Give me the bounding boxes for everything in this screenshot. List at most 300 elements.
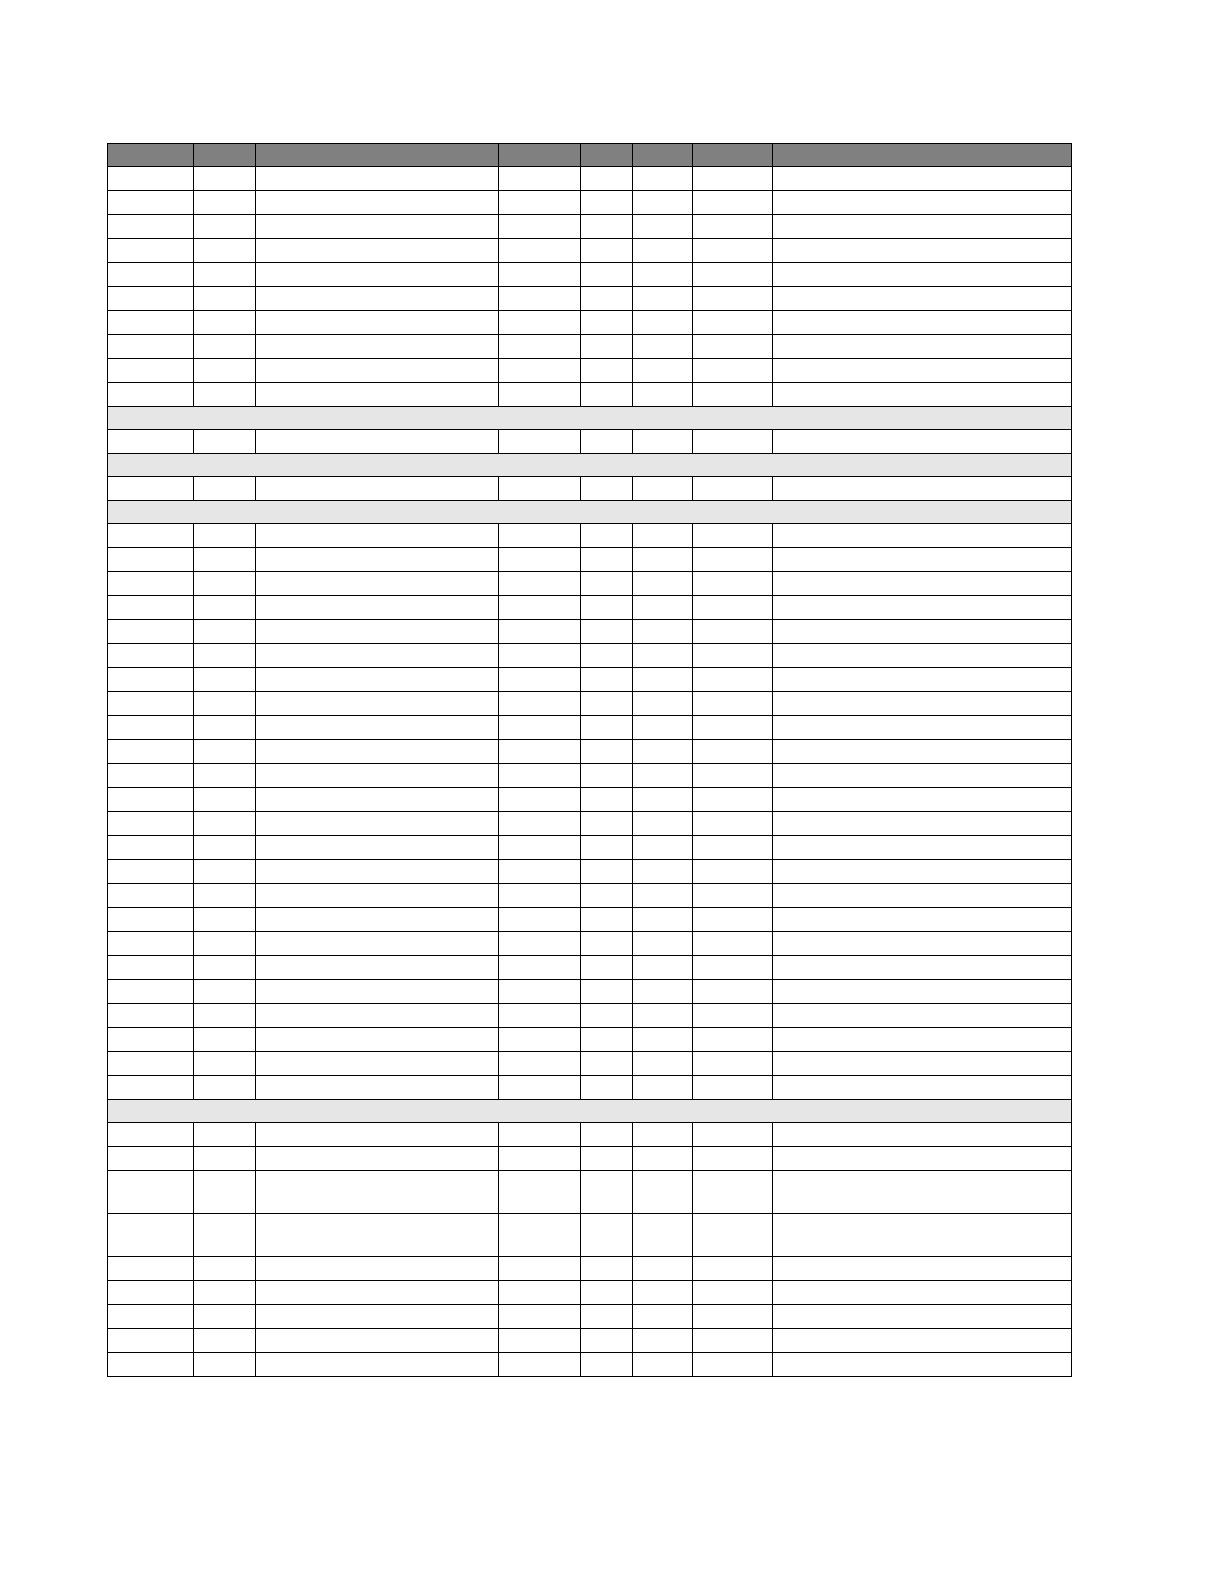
table-cell <box>499 167 581 191</box>
table-cell <box>633 620 693 644</box>
table-row <box>108 215 1072 239</box>
table-cell <box>256 812 499 836</box>
table-cell <box>633 836 693 860</box>
table-cell <box>108 524 194 548</box>
section-header-row <box>108 501 1072 524</box>
table-cell <box>773 644 1072 668</box>
table-cell <box>194 740 256 764</box>
table-cell <box>773 1329 1072 1353</box>
table-cell <box>581 908 633 932</box>
table-cell <box>633 191 693 215</box>
table-cell <box>256 215 499 239</box>
table-cell <box>499 359 581 383</box>
table-cell <box>499 668 581 692</box>
table-cell <box>693 1305 773 1329</box>
table-cell <box>693 668 773 692</box>
table-cell <box>581 860 633 884</box>
table-cell <box>194 764 256 788</box>
table-cell <box>693 1353 773 1377</box>
table-cell <box>633 764 693 788</box>
table-cell <box>499 524 581 548</box>
table-cell <box>693 788 773 812</box>
table-cell <box>256 548 499 572</box>
table-cell <box>773 908 1072 932</box>
table-cell <box>499 311 581 335</box>
table-cell <box>108 1329 194 1353</box>
table-cell <box>256 836 499 860</box>
table-cell <box>256 596 499 620</box>
column-header <box>108 144 194 167</box>
table-cell <box>633 1004 693 1028</box>
table-cell <box>693 596 773 620</box>
table-cell <box>693 572 773 596</box>
table-cell <box>256 860 499 884</box>
column-header <box>194 144 256 167</box>
table-cell <box>108 1305 194 1329</box>
table-cell <box>108 668 194 692</box>
table-cell <box>499 932 581 956</box>
table-cell <box>773 1214 1072 1257</box>
table-row <box>108 596 1072 620</box>
table-row <box>108 812 1072 836</box>
table-cell <box>194 1147 256 1171</box>
table-cell <box>499 1214 581 1257</box>
table-cell <box>581 1123 633 1147</box>
table-cell <box>256 716 499 740</box>
table-cell <box>633 956 693 980</box>
table-cell <box>581 836 633 860</box>
table-cell <box>499 572 581 596</box>
table-cell <box>108 477 194 501</box>
table-row <box>108 1353 1072 1377</box>
table-row <box>108 191 1072 215</box>
table-cell <box>633 383 693 407</box>
table-cell <box>693 239 773 263</box>
table-cell <box>499 1004 581 1028</box>
data-table <box>107 143 1072 1377</box>
table-row <box>108 287 1072 311</box>
table-cell <box>499 812 581 836</box>
table-cell <box>693 836 773 860</box>
table-cell <box>194 548 256 572</box>
table-cell <box>256 1171 499 1214</box>
table-cell <box>581 980 633 1004</box>
table-cell <box>256 932 499 956</box>
table-cell <box>633 1214 693 1257</box>
table-cell <box>194 430 256 454</box>
table-cell <box>256 167 499 191</box>
table-cell <box>581 524 633 548</box>
table-cell <box>773 716 1072 740</box>
table-cell <box>633 263 693 287</box>
table-cell <box>194 1353 256 1377</box>
table-row <box>108 884 1072 908</box>
table-cell <box>256 477 499 501</box>
table-cell <box>773 836 1072 860</box>
table-cell <box>108 1171 194 1214</box>
table-cell <box>499 263 581 287</box>
table-cell <box>693 1147 773 1171</box>
section-header-label <box>108 501 1072 524</box>
table-row <box>108 1028 1072 1052</box>
table-cell <box>108 1123 194 1147</box>
table-cell <box>633 524 693 548</box>
table-cell <box>256 430 499 454</box>
table-cell <box>499 860 581 884</box>
table-cell <box>108 692 194 716</box>
table-cell <box>773 884 1072 908</box>
table-cell <box>633 596 693 620</box>
table-row <box>108 335 1072 359</box>
table-cell <box>633 812 693 836</box>
table-cell <box>499 287 581 311</box>
table-cell <box>773 1147 1072 1171</box>
table-cell <box>633 1329 693 1353</box>
table-cell <box>499 1123 581 1147</box>
table-cell <box>499 191 581 215</box>
table-cell <box>256 740 499 764</box>
table-cell <box>581 884 633 908</box>
table-cell <box>108 311 194 335</box>
table-row <box>108 1123 1072 1147</box>
table-body <box>108 167 1072 1377</box>
table-row <box>108 430 1072 454</box>
table-row <box>108 1281 1072 1305</box>
table-cell <box>693 716 773 740</box>
table-row <box>108 668 1072 692</box>
table-cell <box>256 644 499 668</box>
table-cell <box>693 1052 773 1076</box>
table-cell <box>256 335 499 359</box>
table-cell <box>581 1329 633 1353</box>
table-cell <box>194 956 256 980</box>
table-cell <box>194 1028 256 1052</box>
table-cell <box>773 980 1072 1004</box>
table-cell <box>581 1147 633 1171</box>
table-row <box>108 477 1072 501</box>
table-cell <box>194 311 256 335</box>
table-cell <box>581 1257 633 1281</box>
table-row <box>108 359 1072 383</box>
table-cell <box>256 1353 499 1377</box>
table-cell <box>256 311 499 335</box>
table-cell <box>773 287 1072 311</box>
table-cell <box>693 1004 773 1028</box>
section-header-row <box>108 407 1072 430</box>
table-cell <box>108 956 194 980</box>
table-cell <box>693 167 773 191</box>
table-cell <box>194 1076 256 1100</box>
table-cell <box>773 548 1072 572</box>
table-cell <box>693 215 773 239</box>
table-cell <box>194 572 256 596</box>
table-cell <box>256 788 499 812</box>
table-cell <box>773 1171 1072 1214</box>
table-cell <box>581 1353 633 1377</box>
table-cell <box>633 788 693 812</box>
table-cell <box>693 477 773 501</box>
table-row <box>108 692 1072 716</box>
table-row <box>108 311 1072 335</box>
section-header-row <box>108 454 1072 477</box>
table-cell <box>108 1147 194 1171</box>
table-cell <box>633 359 693 383</box>
table-row <box>108 1214 1072 1257</box>
table-cell <box>633 1052 693 1076</box>
table-row <box>108 932 1072 956</box>
table-cell <box>499 908 581 932</box>
table-cell <box>108 359 194 383</box>
table-cell <box>499 1147 581 1171</box>
table-row <box>108 263 1072 287</box>
table-cell <box>499 1305 581 1329</box>
table-cell <box>256 524 499 548</box>
table-cell <box>499 1171 581 1214</box>
table-cell <box>633 477 693 501</box>
table-cell <box>633 980 693 1004</box>
table-cell <box>773 335 1072 359</box>
table-cell <box>693 430 773 454</box>
table-cell <box>773 311 1072 335</box>
table-cell <box>633 740 693 764</box>
table-cell <box>194 1052 256 1076</box>
table-cell <box>499 215 581 239</box>
table-cell <box>256 1305 499 1329</box>
table-cell <box>256 1028 499 1052</box>
section-header-label <box>108 1100 1072 1123</box>
table-cell <box>693 548 773 572</box>
table-cell <box>499 1281 581 1305</box>
table-cell <box>499 1257 581 1281</box>
table-cell <box>108 980 194 1004</box>
table-cell <box>108 644 194 668</box>
table-cell <box>108 287 194 311</box>
table-row <box>108 764 1072 788</box>
table-row <box>108 836 1072 860</box>
table-cell <box>108 860 194 884</box>
table-cell <box>773 524 1072 548</box>
table-cell <box>256 1257 499 1281</box>
table-cell <box>256 1329 499 1353</box>
table-cell <box>499 1052 581 1076</box>
table-cell <box>499 836 581 860</box>
table-cell <box>633 548 693 572</box>
table-cell <box>108 932 194 956</box>
table-cell <box>773 788 1072 812</box>
table-cell <box>256 764 499 788</box>
table-cell <box>499 692 581 716</box>
table-cell <box>581 812 633 836</box>
table-row <box>108 167 1072 191</box>
table-cell <box>194 524 256 548</box>
table-cell <box>194 1214 256 1257</box>
table-cell <box>633 1076 693 1100</box>
table-cell <box>773 812 1072 836</box>
table-cell <box>693 383 773 407</box>
table-cell <box>256 1281 499 1305</box>
table-row <box>108 1004 1072 1028</box>
table-cell <box>256 1214 499 1257</box>
table-cell <box>194 239 256 263</box>
table-cell <box>499 596 581 620</box>
table-cell <box>499 620 581 644</box>
table-cell <box>633 572 693 596</box>
table-cell <box>108 1353 194 1377</box>
table-cell <box>194 620 256 644</box>
table-row <box>108 383 1072 407</box>
table-cell <box>633 860 693 884</box>
table-cell <box>581 1305 633 1329</box>
table-cell <box>773 191 1072 215</box>
table-row <box>108 1052 1072 1076</box>
table-cell <box>581 572 633 596</box>
table-cell <box>633 311 693 335</box>
table-row <box>108 548 1072 572</box>
table-cell <box>773 430 1072 454</box>
table-cell <box>633 1171 693 1214</box>
table-cell <box>256 1123 499 1147</box>
table-cell <box>194 932 256 956</box>
table-cell <box>256 908 499 932</box>
table-cell <box>581 1214 633 1257</box>
table-cell <box>693 1028 773 1052</box>
table-cell <box>194 1171 256 1214</box>
table-cell <box>633 668 693 692</box>
table-row <box>108 788 1072 812</box>
table-cell <box>194 644 256 668</box>
table-row <box>108 908 1072 932</box>
table-cell <box>773 1004 1072 1028</box>
table-cell <box>499 383 581 407</box>
table-cell <box>499 1076 581 1100</box>
table-cell <box>581 740 633 764</box>
table-cell <box>256 1076 499 1100</box>
table-cell <box>108 1076 194 1100</box>
table-cell <box>773 740 1072 764</box>
column-header <box>693 144 773 167</box>
table-cell <box>633 1028 693 1052</box>
table-cell <box>108 263 194 287</box>
table-cell <box>581 263 633 287</box>
table-cell <box>108 335 194 359</box>
table-cell <box>773 239 1072 263</box>
table-cell <box>194 1329 256 1353</box>
table-row <box>108 1076 1072 1100</box>
table-cell <box>194 812 256 836</box>
table-cell <box>633 1123 693 1147</box>
table-cell <box>773 215 1072 239</box>
table-cell <box>194 980 256 1004</box>
table-cell <box>499 716 581 740</box>
table-cell <box>633 1281 693 1305</box>
table-row <box>108 1257 1072 1281</box>
table-cell <box>633 287 693 311</box>
table-cell <box>108 383 194 407</box>
section-header-label <box>108 407 1072 430</box>
table-cell <box>256 620 499 644</box>
table-cell <box>633 167 693 191</box>
table-row <box>108 1171 1072 1214</box>
table-row <box>108 740 1072 764</box>
table-cell <box>693 311 773 335</box>
table-row <box>108 620 1072 644</box>
table-cell <box>108 1004 194 1028</box>
table-cell <box>633 239 693 263</box>
table-cell <box>773 956 1072 980</box>
table-cell <box>194 716 256 740</box>
table-cell <box>633 215 693 239</box>
table-cell <box>581 1076 633 1100</box>
table-cell <box>256 191 499 215</box>
table-cell <box>194 383 256 407</box>
column-header <box>256 144 499 167</box>
table-cell <box>693 263 773 287</box>
table-cell <box>633 692 693 716</box>
table-row <box>108 1329 1072 1353</box>
column-header <box>773 144 1072 167</box>
table-cell <box>194 668 256 692</box>
table-cell <box>499 477 581 501</box>
table-cell <box>499 740 581 764</box>
table-cell <box>693 1171 773 1214</box>
table-cell <box>581 239 633 263</box>
table-cell <box>581 1281 633 1305</box>
table-cell <box>581 1028 633 1052</box>
table-cell <box>499 1353 581 1377</box>
table-cell <box>581 1052 633 1076</box>
table-row <box>108 1305 1072 1329</box>
table-cell <box>108 239 194 263</box>
column-header <box>499 144 581 167</box>
table-cell <box>499 764 581 788</box>
table-cell <box>194 692 256 716</box>
table-cell <box>693 764 773 788</box>
table-cell <box>773 1353 1072 1377</box>
table-cell <box>773 572 1072 596</box>
table-cell <box>633 1147 693 1171</box>
table-cell <box>693 191 773 215</box>
table-cell <box>256 1147 499 1171</box>
table-cell <box>256 572 499 596</box>
table-cell <box>581 596 633 620</box>
table-cell <box>693 740 773 764</box>
table-cell <box>581 311 633 335</box>
table-cell <box>581 956 633 980</box>
table-cell <box>693 908 773 932</box>
table-row <box>108 956 1072 980</box>
table-cell <box>581 548 633 572</box>
table-cell <box>693 1281 773 1305</box>
table-cell <box>773 383 1072 407</box>
table-cell <box>499 430 581 454</box>
table-cell <box>499 1329 581 1353</box>
table-cell <box>633 932 693 956</box>
table-cell <box>773 620 1072 644</box>
table-cell <box>581 716 633 740</box>
table-cell <box>773 1028 1072 1052</box>
table-cell <box>194 836 256 860</box>
table-cell <box>773 1052 1072 1076</box>
table-cell <box>256 383 499 407</box>
table-cell <box>499 980 581 1004</box>
table-cell <box>581 477 633 501</box>
table-cell <box>108 596 194 620</box>
table-cell <box>499 644 581 668</box>
table-cell <box>194 359 256 383</box>
table-cell <box>693 1257 773 1281</box>
table-cell <box>108 740 194 764</box>
table-cell <box>256 263 499 287</box>
